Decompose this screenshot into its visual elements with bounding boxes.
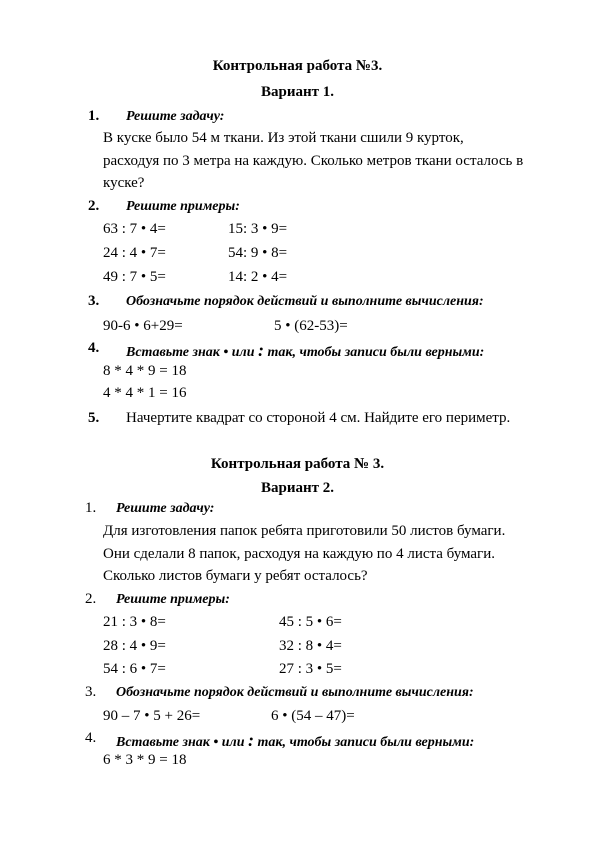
v1-task2-example-left-3: 49 : 7 • 5= bbox=[103, 269, 166, 285]
v2-task3-number: 3. bbox=[85, 684, 97, 700]
v1-task2-example-left-2: 24 : 4 • 7= bbox=[103, 245, 166, 261]
v1-task4-instruction-part-b: так, чтобы записи были верными: bbox=[264, 345, 485, 360]
v2-task1-line-1: Для изготовления папок ребята приготовили 50 листов бумаги. bbox=[103, 523, 506, 539]
v1-task3-instruction: Обозначьте порядок действий и выполните вычисления: bbox=[126, 294, 484, 309]
v1-task3-number: 3. bbox=[88, 293, 100, 309]
variant1-subtitle: Вариант 1. bbox=[260, 84, 334, 100]
v1-task5-number: 5. bbox=[88, 410, 100, 426]
variant2-title: Контрольная работа № 3. bbox=[210, 456, 385, 472]
v1-task4-equation-2: 4 * 4 * 1 = 16 bbox=[103, 385, 187, 401]
v2-task3-expression-right: 6 • (54 – 47)= bbox=[271, 708, 355, 724]
v2-task2-example-right-1: 45 : 5 • 6= bbox=[279, 614, 342, 630]
v1-task1-line-1: В куске было 54 м ткани. Из этой ткани сшили 9 курток, bbox=[103, 130, 464, 146]
v1-task4-equation-1: 8 * 4 * 9 = 18 bbox=[103, 363, 187, 379]
v1-task1-number: 1. bbox=[88, 108, 100, 124]
variant2-subtitle: Вариант 2. bbox=[260, 480, 334, 496]
v1-task4-number: 4. bbox=[88, 340, 100, 356]
v2-task4-colon-sign: : bbox=[248, 730, 255, 750]
v1-task1-line-3: куске? bbox=[103, 175, 145, 191]
v2-task2-example-left-2: 28 : 4 • 9= bbox=[103, 638, 166, 654]
v2-task1-number: 1. bbox=[85, 500, 97, 516]
v2-task1-instruction: Решите задачу: bbox=[116, 501, 215, 516]
v2-task2-example-left-3: 54 : 6 • 7= bbox=[103, 661, 166, 677]
v1-task4-instruction-part-a: Вставьте знак • или bbox=[126, 345, 259, 360]
v1-task4-colon-sign: : bbox=[258, 340, 265, 360]
v2-task3-expression-left: 90 – 7 • 5 + 26= bbox=[103, 708, 201, 724]
v2-task2-instruction: Решите примеры: bbox=[116, 592, 230, 607]
v1-task2-number: 2. bbox=[88, 198, 100, 214]
v1-task2-example-left-1: 63 : 7 • 4= bbox=[103, 221, 166, 237]
variant1-title: Контрольная работа №3. bbox=[212, 58, 383, 74]
v2-task2-example-right-3: 27 : 3 • 5= bbox=[279, 661, 342, 677]
v2-task1-line-2: Они сделали 8 папок, расходуя на каждую по 4 листа бумаги. bbox=[103, 546, 495, 562]
v1-task5-text: Начертите квадрат со стороной 4 см. Найдите его периметр. bbox=[126, 410, 511, 426]
v2-task2-example-left-1: 21 : 3 • 8= bbox=[103, 614, 166, 630]
v1-task3-expression-right: 5 • (62-53)= bbox=[274, 318, 348, 334]
v1-task3-expression-left: 90-6 • 6+29= bbox=[103, 318, 183, 334]
v1-task1-line-2: расходуя по 3 метра на каждую. Сколько метров ткани осталось в bbox=[103, 153, 524, 169]
v1-task2-example-right-2: 54: 9 • 8= bbox=[228, 245, 288, 261]
v2-task2-number: 2. bbox=[85, 591, 97, 607]
v2-task3-instruction: Обозначьте порядок действий и выполните вычисления: bbox=[116, 685, 474, 700]
v1-task2-example-right-1: 15: 3 • 9= bbox=[228, 221, 288, 237]
v2-task4-number: 4. bbox=[85, 730, 97, 746]
v2-task4-equation-1: 6 * 3 * 9 = 18 bbox=[103, 752, 187, 768]
v1-task1-instruction: Решите задачу: bbox=[126, 109, 225, 124]
v1-task2-instruction: Решите примеры: bbox=[126, 199, 240, 214]
v1-task4-instruction bbox=[126, 340, 484, 361]
v2-task2-example-right-2: 32 : 8 • 4= bbox=[279, 638, 342, 654]
v1-task2-example-right-3: 14: 2 • 4= bbox=[228, 269, 288, 285]
v2-task4-instruction-part-a: Вставьте знак • или bbox=[116, 735, 249, 750]
v2-task4-instruction-part-b: так, чтобы записи были верными: bbox=[254, 735, 475, 750]
v2-task4-instruction bbox=[116, 730, 474, 751]
v2-task1-line-3: Сколько листов бумаги у ребят осталось? bbox=[103, 568, 368, 584]
